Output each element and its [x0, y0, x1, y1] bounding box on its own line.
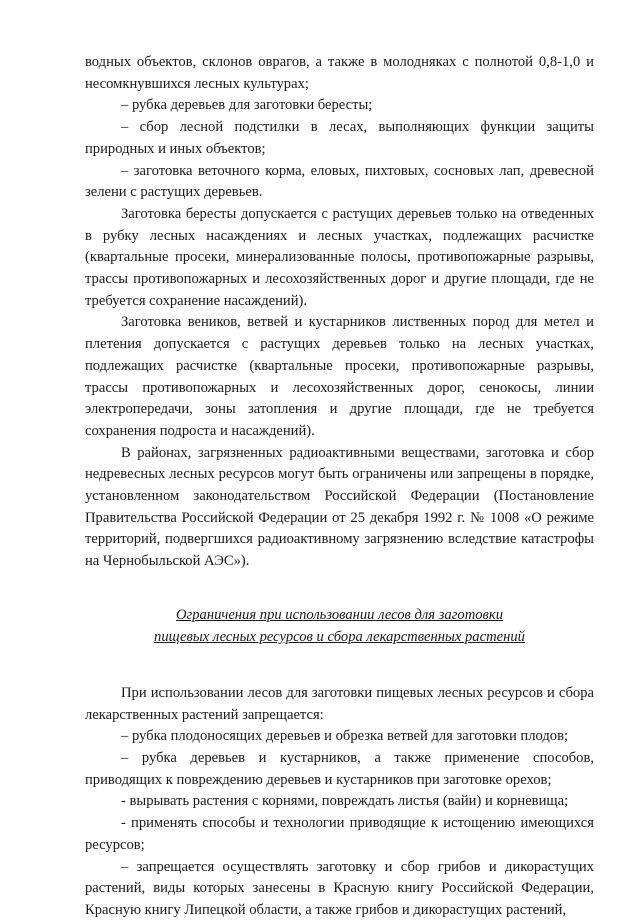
- paragraph: – рубка деревьев и кустарников, а также применение способов, приводящих к повреждению деревьев и кустарников при заготовке орехов;: [85, 749, 594, 788]
- paragraph: В районах, загрязненных радиоактивными веществами, заготовка и сбор недревесных лесных ресурсов могут быть ограничены или запрещены в порядке, установленном законодательством Российской Федерации (Постановление Правительства Российской Федерации от 25 декабря 1992 г. № 1008 «О режиме территорий, подвергшихся радиоактивному загрязнению вследствие катастрофы на Чернобыльской АЭС»).: [85, 444, 594, 570]
- section-heading-line: Ограничения при использовании лесов для заготовки: [176, 606, 503, 623]
- paragraph: водных объектов, склонов оврагов, а также в молодняках с полнотой 0,8-1,0 и несомкнувшихся лесных культурах;: [85, 54, 594, 92]
- paragraph: – заготовка веточного корма, еловых, пихтовых, сосновых лап, древесной зелени с растущих деревьев.: [85, 162, 594, 201]
- paragraph: - применять способы и технологии приводящие к истощению имеющихся ресурсов;: [85, 815, 594, 853]
- paragraph: Заготовка веников, ветвей и кустарников лиственных пород для метел и плетения допускается с растущих деревьев только на лесных участках, подлежащих расчистке (квартальные просеки, противопожарные разрывы, трассы противопожарных и лесохозяйственных дорог, сенокосы, линии электропередачи, зоны затопления и другие площади, где не требуется сохранения подроста и насаждений).: [85, 314, 594, 439]
- paragraph: При использовании лесов для заготовки пищевых лесных ресурсов и сбора лекарственных растений запрещается:: [85, 684, 594, 723]
- paragraph: Заготовка бересты допускается с растущих деревьев только на отведенных в рубку лесных насаждениях и лесных участках, подлежащих расчистке (квартальные просеки, минерализованные полосы, противопожарные разрывы, трассы противопожарных и лесохозяйственных дорог и другие площади, где не требуется сохранение насаждений).: [85, 205, 594, 309]
- paragraph: – рубка деревьев для заготовки бересты;: [121, 97, 373, 114]
- paragraph: – сбор лесной подстилки в лесах, выполняющих функции защиты природных и иных объектов;: [85, 119, 594, 157]
- section-heading: [85, 604, 594, 648]
- section-heading-line: пищевых лесных ресурсов и сбора лекарственных растений: [154, 628, 525, 645]
- paragraph: – запрещается осуществлять заготовку и сбор грибов и дикорастущих растений, виды которых занесены в Красную книгу Российской Федерации, Красную книгу Липецкой области, а также грибов и дикорастущих растений,: [85, 858, 594, 918]
- paragraph: – рубка плодоносящих деревьев и обрезка ветвей для заготовки плодов;: [121, 728, 569, 745]
- paragraph: - вырывать растения с корнями, повреждать листья (вайи) и корневища;: [121, 793, 569, 810]
